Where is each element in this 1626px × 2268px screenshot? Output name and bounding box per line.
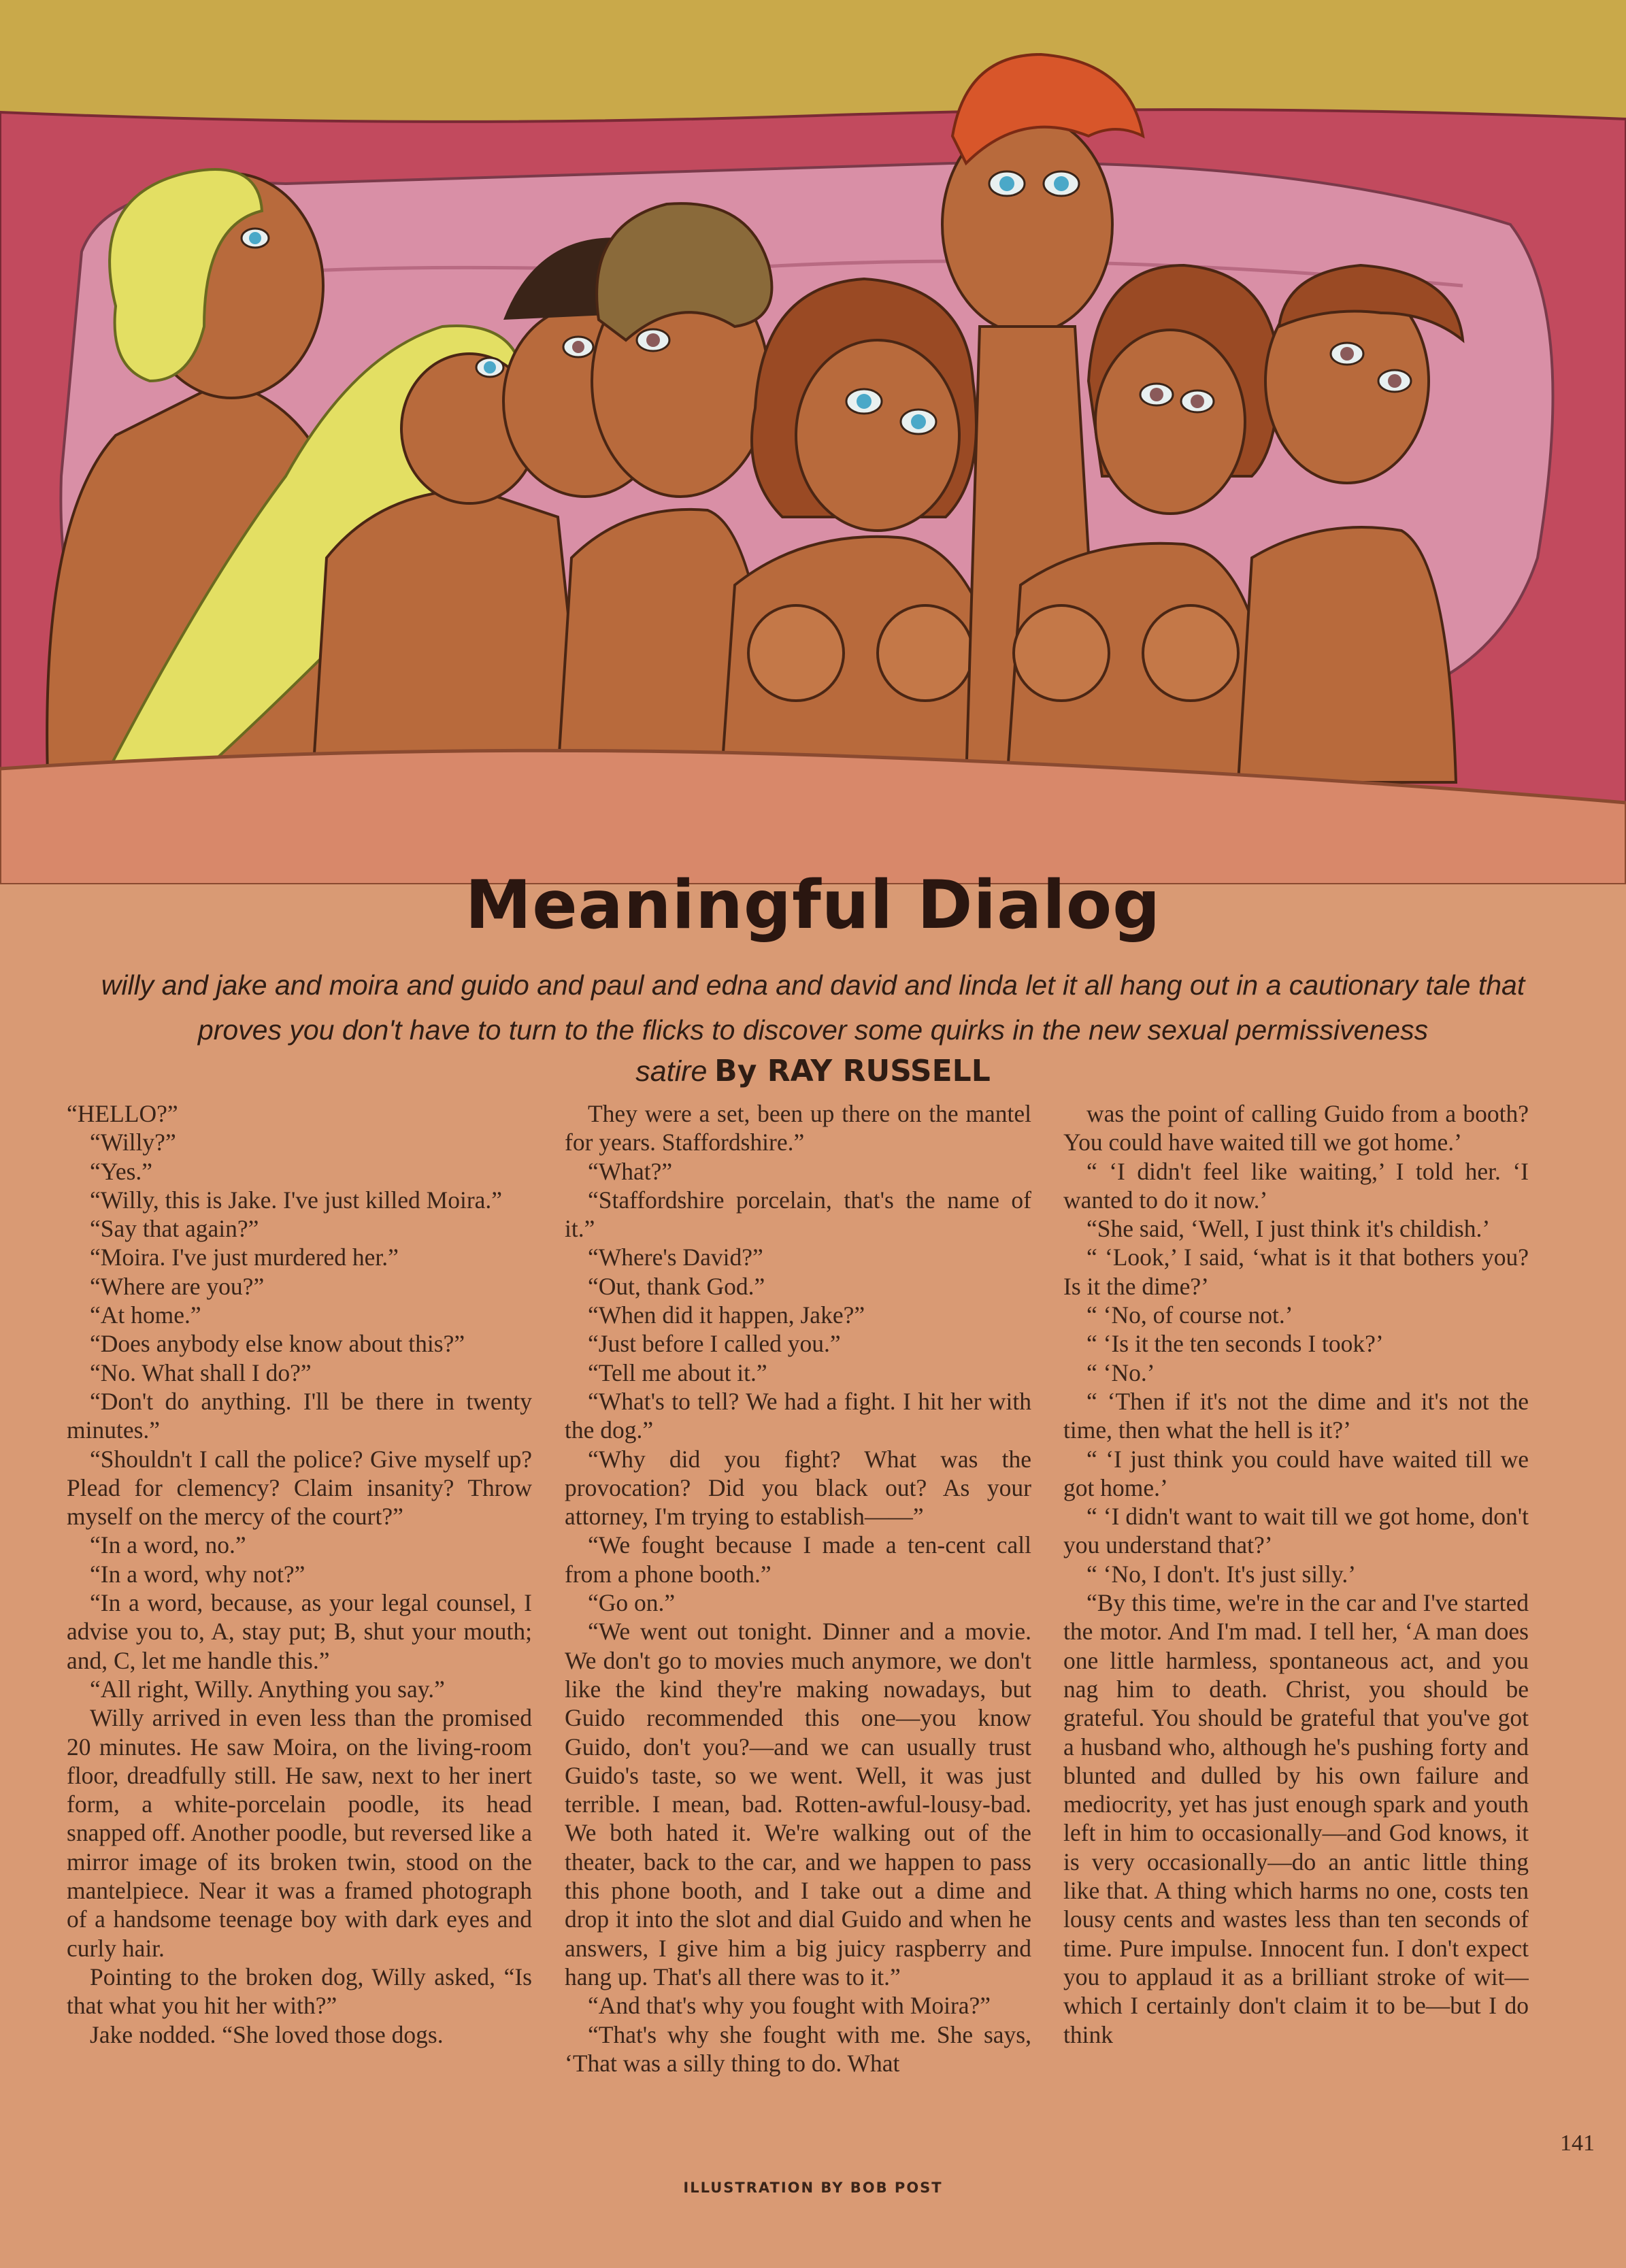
paragraph: “ ‘Then if it's not the dime and it's not the time, then what the hell is it?’ [1063, 1387, 1529, 1444]
paragraph: “Does anybody else know about this?” [90, 1330, 465, 1358]
illustration-credit: ILLUSTRATION BY BOB POST [683, 2180, 943, 2196]
paragraph: “In a word, no.” [90, 1531, 246, 1559]
paragraph: “Where's David?” [588, 1244, 763, 1271]
paragraph: was the point of calling Guido from a booth? You could have waited till we got home.’ [1063, 1100, 1529, 1156]
paragraph: “Willy?” [90, 1129, 176, 1156]
paragraph: “At home.” [90, 1301, 201, 1329]
paragraph: “Just before I called you.” [588, 1330, 841, 1358]
paragraph: “She said, ‘Well, I just think it's childish.’ [1086, 1215, 1491, 1243]
paragraph: Jake nodded. “She loved those dogs. [90, 2020, 444, 2048]
paragraph: “Don't do anything. I'll be there in twenty minutes.” [67, 1387, 532, 1444]
paragraph: “No. What shall I do?” [90, 1358, 312, 1386]
paragraph: “Willy, this is Jake. I've just killed Moira.” [90, 1186, 503, 1214]
text-column-2 [565, 1099, 1031, 2161]
paragraph: “When did it happen, Jake?” [588, 1301, 865, 1329]
paragraph: “ ‘No, of course not.’ [1086, 1301, 1293, 1329]
bed-illustration [0, 0, 1626, 884]
paragraph: “We fought because I made a ten-cent call from a phone booth.” [565, 1531, 1031, 1588]
paragraph: “What's to tell? We had a fight. I hit her with the dog.” [565, 1387, 1031, 1444]
paragraph: “ ‘I just think you could have waited till we got home.’ [1063, 1445, 1529, 1501]
paragraph: “ ‘No.’ [1086, 1358, 1155, 1386]
paragraph: “HELLO?” [67, 1100, 178, 1127]
paragraph: “Go on.” [588, 1589, 676, 1617]
paragraph: “By this time, we're in the car and I've started the motor. And I'm mad. I tell her, ‘A man does one little harmless, spontaneous act, and you nag him to death. Christ, you should be grateful. You should be grateful that you've got a husband who, although he's pushing forty and blunted and dulled by his own failure and mediocrity, yet has just enough spark and youth left in him to occasionally—and God knows, it is very occasionally—do an antic little thing like that. A thing which harms no one, costs ten lousy cents and wastes less than ten seconds of time. Pure impulse. Innocent fun. I don't expect you to applaud it as a brilliant stroke of wit—which I certainly don't claim it to be—but I do think [1063, 1589, 1529, 2048]
paragraph: “Moira. I've just murdered her.” [90, 1244, 399, 1271]
paragraph: They were a set, been up there on the mantel for years. Staffordshire.” [565, 1100, 1031, 1156]
byline [0, 1054, 1626, 1088]
byline-prefix: satire [635, 1055, 708, 1088]
paragraph: “ ‘Look,’ I said, ‘what is it that bothers you? Is it the dime?’ [1063, 1244, 1529, 1300]
article-dek: willy and jake and moira and guido and paul and edna and david and linda let it all hang out in a cautionary tale that proves you don't have to turn to the flicks to discover some quirks in the new sexual permissiveness [101, 969, 1525, 1046]
paragraph: “And that's why you fought with Moira?” [588, 1992, 991, 2020]
page-number: 141 [1560, 2131, 1595, 2156]
paragraph: “Yes.” [90, 1157, 153, 1185]
paragraph: “We went out tonight. Dinner and a movie. We don't go to movies much anymore, we don't like the kind they're making nowadays, but Guido recommended this one—you know Guido, don't you?—and we can usually trust Guido's taste, so we went. Well, it was just terrible. I mean, bad. Rotten-awful-lousy-bad. We both hated it. We're walking out of the theater, back to the car, and we happen to pass this phone booth, and I take out a dime and drop it into the slot and dial Guido and when he answers, I give him a big juicy raspberry and hang up. That's all there was to it.” [565, 1618, 1031, 1990]
paragraph: “ ‘I didn't feel like waiting,’ I told her. ‘I wanted to do it now.’ [1063, 1157, 1529, 1214]
text-column-1 [67, 1099, 532, 2161]
paragraph: Willy arrived in even less than the promised 20 minutes. He saw Moira, on the living-room floor, dreadfully still. He saw, next to her inert form, a white-porcelain poodle, its head snapped off. Another poodle, but reversed like a mirror image of its broken twin, stood on the mantelpiece. Near it was a framed photograph of a handsome teenage boy with dark eyes and curly hair. [67, 1704, 532, 1962]
paragraph: “Why did you fight? What was the provocation? Did you black out? As your attorney, I'm trying to establish——” [565, 1445, 1031, 1531]
text-column-3 [1063, 1099, 1529, 2161]
paragraph: “ ‘Is it the ten seconds I took?’ [1086, 1330, 1384, 1358]
paragraph: “Staffordshire porcelain, that's the name of it.” [565, 1186, 1031, 1243]
paragraph: “In a word, why not?” [90, 1560, 305, 1588]
paragraph: “Shouldn't I call the police? Give myself up? Plead for clemency? Claim insanity? Throw myself on the mercy of the court?” [67, 1445, 532, 1531]
paragraph: “ ‘I didn't want to wait till we got home, don't you understand that?’ [1063, 1503, 1529, 1559]
paragraph: “That's why she fought with me. She says, ‘That was a silly thing to do. What [565, 2020, 1031, 2077]
paragraph: “What?” [588, 1157, 673, 1185]
byline-author: By RAY RUSSELL [714, 1054, 991, 1088]
paragraph: Pointing to the broken dog, Willy asked, “Is that what you hit her with?” [67, 1963, 532, 2020]
paragraph: “Where are you?” [90, 1272, 265, 1300]
paragraph: “Say that again?” [90, 1215, 259, 1243]
article-headline: Meaningful Dialog [465, 867, 1161, 944]
paragraph: “In a word, because, as your legal counsel, I advise you to, A, stay put; B, shut your mouth; and, C, let me handle this.” [67, 1589, 532, 1674]
paragraph: “ ‘No, I don't. It's just silly.’ [1086, 1560, 1357, 1588]
paragraph: “All right, Willy. Anything you say.” [90, 1675, 445, 1703]
paragraph: “Tell me about it.” [588, 1358, 767, 1386]
paragraph: “Out, thank God.” [588, 1272, 765, 1300]
